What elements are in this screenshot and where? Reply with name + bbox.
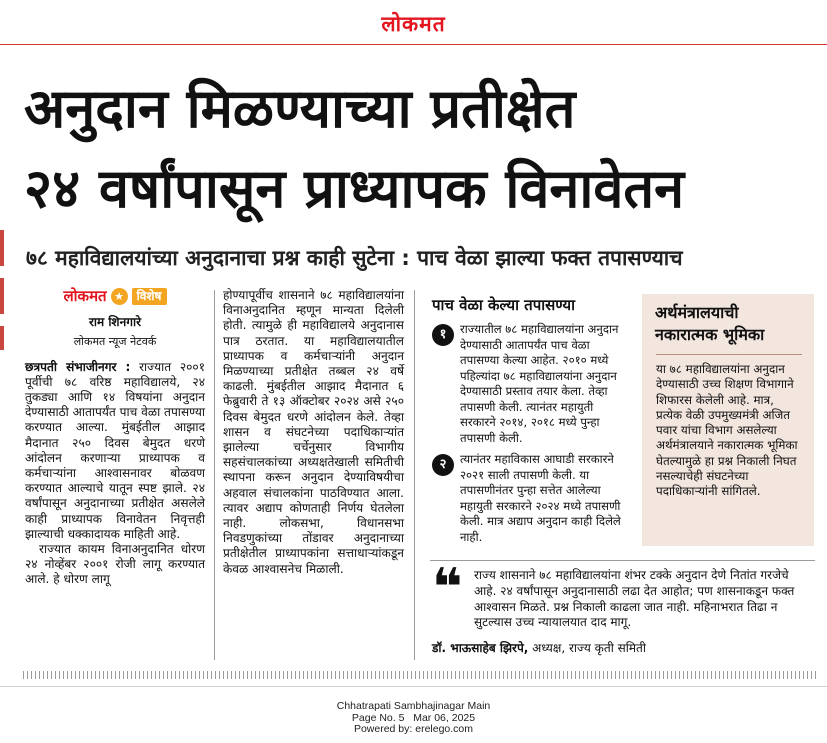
sidebox-divider: [656, 354, 802, 355]
article-paragraph: होण्यापूर्वीच शासनाने ७८ महाविद्यालयांना विनाअनुदानित म्हणून मान्यता दिलेली होती. त्यामुळे ही महाविद्यालये अनुदानास पात्र ठरतात. या महाविद्यालयातील प्राध्यापक व कर्मचाऱ्यांनी अनुदान मिळण्याच्या प्रतीक्षेत तब्बल २४ वर्षे काढली. मुंबईतील आझाद मैदानात ६ फेब्रुवारी ते १३ ऑक्टोबर २०२४ असे २५० दिवस बेमुदत धरणे आंदोलन केले. तेव्हा शासन व संघटनेच्या पदाधिकाऱ्यांत झालेल्या चर्चेनुसार विभागीय सहसंचालकांच्या अध्यक्षतेखाली समितीची स्थापना करून अनुदान देण्याविषयीचा अहवाल संचालकांना पाठविण्यात आला. त्यावर अद्याप कोणताही निर्णय घेतलेला नाही. लोकसभा, विधानसभा निवडणुकांच्या तोंडावर अनुदानाच्या प्रतीक्षेतील प्राध्यापकांना सत्ताधाऱ्यांकडून केवळ आश्वासनेच मिळाली.: [223, 288, 404, 576]
quote-mark-icon: ❝: [432, 558, 463, 618]
article-column-1: [25, 288, 205, 588]
paragraph-text: राज्यात २००१ पूर्वीची ७८ वरिष्ठ महाविद्यालये, २४ तुकड्या आणि १४ विषयांना अनुदान देण्यासाठी आतापर्यंत पाच वेळा तपासण्या करण्यात आल्या. मुंबईतील आझाद मैदानात २५० दिवस बेमुदत धरणे आंदोलन करणाऱ्या प्राध्यापक व कर्मचाऱ्यांना आश्वासनावर बोळवण करण्यात आल्याचे यातून स्पष्ट झाले. २४ वर्षांपासून अनुदानाच्या प्रतीक्षेत असलेले काही प्राध्यापक विनावेतन निवृत्तही झाल्याची धक्कादायक माहिती आहे.: [25, 359, 206, 541]
headline-line-1: अनुदान मिळण्याच्या प्रतीक्षेत: [24, 77, 576, 140]
dateline: छत्रपती संभाजीनगर :: [25, 359, 131, 374]
inspection-item: [432, 452, 632, 545]
footer-edition: Chhatrapati Sambhajinagar Main: [336, 700, 491, 712]
inspection-item: [432, 322, 632, 446]
badge-logo: लोकमत: [63, 287, 107, 305]
quote-speaker: डॉ. भाऊसाहेब झिरपे,: [432, 641, 529, 655]
footer-divider: [0, 686, 827, 687]
article-column-2: [223, 288, 404, 577]
reporter-name: राम शिनगारे: [88, 315, 142, 330]
masthead-logo: लोकमत: [381, 12, 446, 36]
special-badge: [25, 288, 205, 305]
sidebox-body: या ७८ महाविद्यालयांना अनुदान देण्यासाठी उच्च शिक्षण विभागाने शिफारस केलेली आहे. मात्र, प्रत्येक वेळी उपमुख्यमंत्री अजित पवार यांचा विभाग असलेल्या अर्थमंत्रालयाने नकारात्मक भूमिका घेतल्यामुळे हा प्रश्न निकाली निघत नसल्याचेही संघटनेच्या पदाधिकाऱ्यांनी सांगितले.: [656, 362, 798, 499]
quote-role: अध्यक्ष, राज्य कृती समिती: [532, 641, 647, 655]
article-paragraph: राज्यात कायम विनाअनुदानित धोरण २४ नोव्हेंबर २००१ रोजी लागू करण्यात आले. हे धोरण लागू: [25, 542, 205, 587]
badge-label: विशेष: [132, 288, 167, 305]
number-circle-icon: २: [432, 454, 454, 476]
footer-page: Page No. 5: [351, 711, 405, 724]
pull-quote-text: राज्य शासनाने ७८ महाविद्यालयांना शंभर टक्के अनुदान देणे नितांत गरजेचे आहे. २४ वर्षांपासून अनुदानासाठी लढा देत आहोत; पण शासनाकडून फक्त आश्वासन मिळते. प्रश्न निकाली काढला जात नाही. महिनाभरात तिढा न सुटल्यास उच्च न्यायालयात दाद मागू.: [474, 568, 795, 630]
footer-powered-by: Powered by: erelego.com: [353, 723, 474, 735]
subheadline: ७८ महाविद्यालयांच्या अनुदानाचा प्रश्न काही सुटेना : पाच वेळा झाल्या फक्त तपासण्याच: [26, 246, 683, 270]
adjacent-photo-edge: [0, 230, 4, 350]
headline-line-2: २४ वर्षांपासून प्राध्यापक विनावेतन: [24, 157, 685, 220]
sidebox-title: अर्थमंत्रालयाची नकारात्मक भूमिका: [655, 303, 765, 344]
page-footer: [0, 701, 827, 736]
quote-divider: [430, 560, 815, 561]
star-icon: ★: [111, 288, 128, 305]
inspection-item-text: राज्यातील ७८ महाविद्यालयांना अनुदान देण्यासाठी आतापर्यंत पाच वेळा तपासण्या केल्या आहेत. २०१० मध्ये पहिल्यांदा ७८ महाविद्यालयांना अनुदान देण्यासाठी प्रस्ताव तयार केला. तेव्हा तपासणी केली. त्यानंतर महायुती सरकारने २०१४, २०१८ मध्ये पुन्हा तपासणी केली.: [460, 322, 619, 445]
news-agency: लोकमत न्यूज नेटवर्क: [73, 335, 157, 349]
footer-date: Mar 06, 2025: [413, 711, 476, 724]
column-divider: [414, 290, 415, 660]
number-circle-icon: १: [432, 324, 454, 346]
article-paragraph: [25, 360, 205, 542]
quote-attribution: [432, 639, 646, 656]
page-bottom-border: [23, 671, 818, 679]
masthead-divider: [0, 44, 827, 45]
inspections-box-title: पाच वेळा केल्या तपासण्या: [432, 296, 575, 314]
inspection-item-text: त्यानंतर महाविकास आघाडी सरकारने २०२१ साली तपासणी केली. या तपासणीनंतर पुन्हा सत्तेत आलेल्या महायुती सरकारने २०२४ मध्ये तपासणी केली. मात्र अद्याप अनुदान काही दिलेले नाही.: [460, 452, 621, 544]
column-divider: [214, 290, 215, 660]
